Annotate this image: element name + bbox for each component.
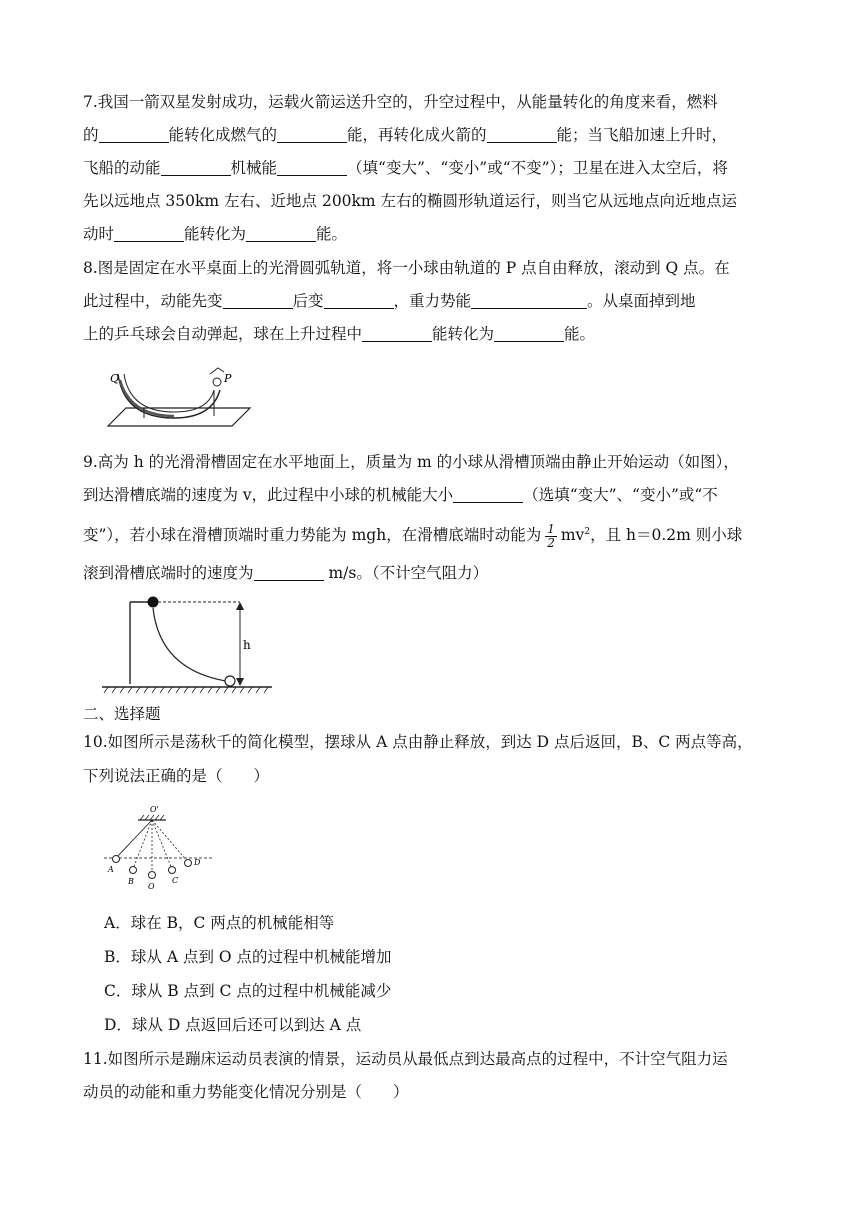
answer-blank[interactable] (494, 327, 564, 342)
fraction-numerator: 1 (547, 521, 555, 536)
label-q: Q (110, 372, 120, 385)
q9-text: ，且 h＝0.2m 则小球 (590, 526, 743, 545)
q7-line-2 (83, 125, 727, 145)
pendulum-figure (100, 802, 220, 890)
q11-line-1 (83, 1049, 728, 1069)
q7-text: 能。 (316, 225, 348, 243)
q7-text: 能转化成燃气的 (168, 126, 278, 144)
answer-blank[interactable] (277, 128, 347, 143)
section-title: 二、选择题 (83, 705, 161, 723)
answer-blank[interactable] (223, 294, 293, 309)
q9-text: （选填“变大”、“变小”或“不 (523, 486, 718, 504)
answer-blank[interactable] (246, 227, 316, 242)
q7-text: （填“变大”、“变小”或“不变”）；卫星在进入太空后，将 (347, 159, 728, 177)
q8-line-1 (83, 258, 730, 278)
q11-text: 11.如图所示是蹦床运动员表演的情景，运动员从最低点到达最高点的过程中，不计空气阻力运 (83, 1050, 728, 1068)
q8-text: 上的乒乓球会自动弹起，球在上升过程中 (83, 325, 363, 343)
q7-text: 7.我国一箭双星发射成功，运载火箭运送升空的，升空过程中，从能量转化的角度来看，燃料 (83, 93, 718, 111)
q11-text: 动员的动能和重力势能变化情况分别是（ ） (83, 1083, 409, 1101)
label-c: C (172, 876, 179, 885)
q8-text: ，重力势能 (393, 292, 472, 310)
fraction-denominator: 2 (547, 535, 555, 550)
answer-blank[interactable] (161, 161, 231, 176)
answer-blank[interactable] (453, 488, 523, 503)
q9-text: 变”），若小球在滑槽顶端时重力势能为 mgh，在滑槽底端时动能为 (83, 526, 542, 545)
option-a[interactable]: A．球在 B，C 两点的机械能相等 (104, 914, 335, 932)
q9-text: m/s。（不计空气阻力） (328, 564, 489, 582)
q8-text: 8.图是固定在水平桌面上的光滑圆弧轨道，将一小球由轨道的 P 点自由释放，滚动到 Q 点。在 (83, 259, 730, 277)
answer-blank[interactable] (277, 161, 347, 176)
q8-text: 后变 (292, 292, 324, 310)
height-label: h (243, 638, 251, 652)
q7-line-5 (83, 224, 347, 244)
q10-line-2 (83, 766, 269, 786)
answer-blank[interactable] (471, 294, 587, 309)
q7-text: 先以远地点 350km 左右、近地点 200km 左右的椭圆形轨道运行，则当它从远地点向近地点运 (83, 192, 738, 210)
q7-text: 机械能 (230, 159, 278, 177)
q10-text: 10.如图所示是荡秋千的简化模型，摆球从 A 点由静止释放，到达 D 点后返回，B、C 两点等高， (83, 733, 753, 751)
option-c[interactable]: C．球从 B 点到 C 点的过程中机械能减少 (104, 982, 392, 1000)
q7-text: 能，再转化成火箭的 (347, 126, 487, 144)
q9-text: 9.高为 h 的光滑滑槽固定在水平地面上，质量为 m 的小球从滑槽顶端由静止开始运动（如图）， (83, 453, 739, 471)
superscript: 2 (584, 527, 591, 537)
answer-blank[interactable] (99, 128, 169, 143)
label-o: O (148, 882, 155, 890)
q8-text: 能。 (564, 325, 596, 343)
q7-text: 能；当飞船加速上升时， (556, 126, 728, 144)
answer-blank[interactable] (324, 294, 394, 309)
label-d: D (194, 858, 201, 867)
q8-text: 。从桌面掉到地 (587, 292, 696, 310)
q9-text: mv (560, 526, 585, 545)
q10-line-1 (83, 732, 753, 752)
q7-text: 能转化为 (184, 225, 247, 243)
q7-line-3 (83, 158, 728, 178)
label-b: B (128, 877, 134, 886)
option-b[interactable]: B．球从 A 点到 O 点的过程中机械能增加 (104, 948, 392, 966)
q11-line-2 (83, 1082, 409, 1102)
label-p: P (224, 372, 232, 385)
q7-text: 动时 (83, 225, 115, 243)
q7-line-1 (83, 92, 718, 112)
q7-text: 的 (83, 126, 99, 144)
q9-text: 滚到滑槽底端时的速度为 (83, 564, 254, 582)
q8-line-2 (83, 291, 696, 311)
q9-text: 到达滑槽底端的速度为 v，此过程中小球的机械能大小 (83, 486, 454, 504)
answer-blank[interactable] (487, 128, 557, 143)
option-d[interactable]: D．球从 D 点返回后还可以到达 A 点 (104, 1016, 362, 1034)
label-o-prime: O' (150, 805, 159, 814)
fraction-one-half (545, 523, 557, 550)
q8-line-3 (83, 324, 595, 344)
q9-line-1 (83, 452, 739, 472)
answer-blank[interactable] (114, 227, 184, 242)
q9-line-2 (83, 485, 718, 505)
answer-blank[interactable] (362, 327, 432, 342)
slide-figure (100, 592, 276, 694)
q7-text: 飞船的动能 (83, 159, 161, 177)
answer-blank[interactable] (254, 566, 324, 581)
q9-line-4 (83, 563, 488, 583)
q8-text: 此过程中，动能先变 (83, 292, 223, 310)
q7-line-4 (83, 191, 737, 211)
label-a: A (108, 865, 114, 874)
arc-track-figure (104, 360, 254, 436)
q8-text: 能转化为 (432, 325, 495, 343)
q9-line-3 (83, 522, 742, 550)
q10-text: 下列说法正确的是（ ） (83, 767, 270, 785)
